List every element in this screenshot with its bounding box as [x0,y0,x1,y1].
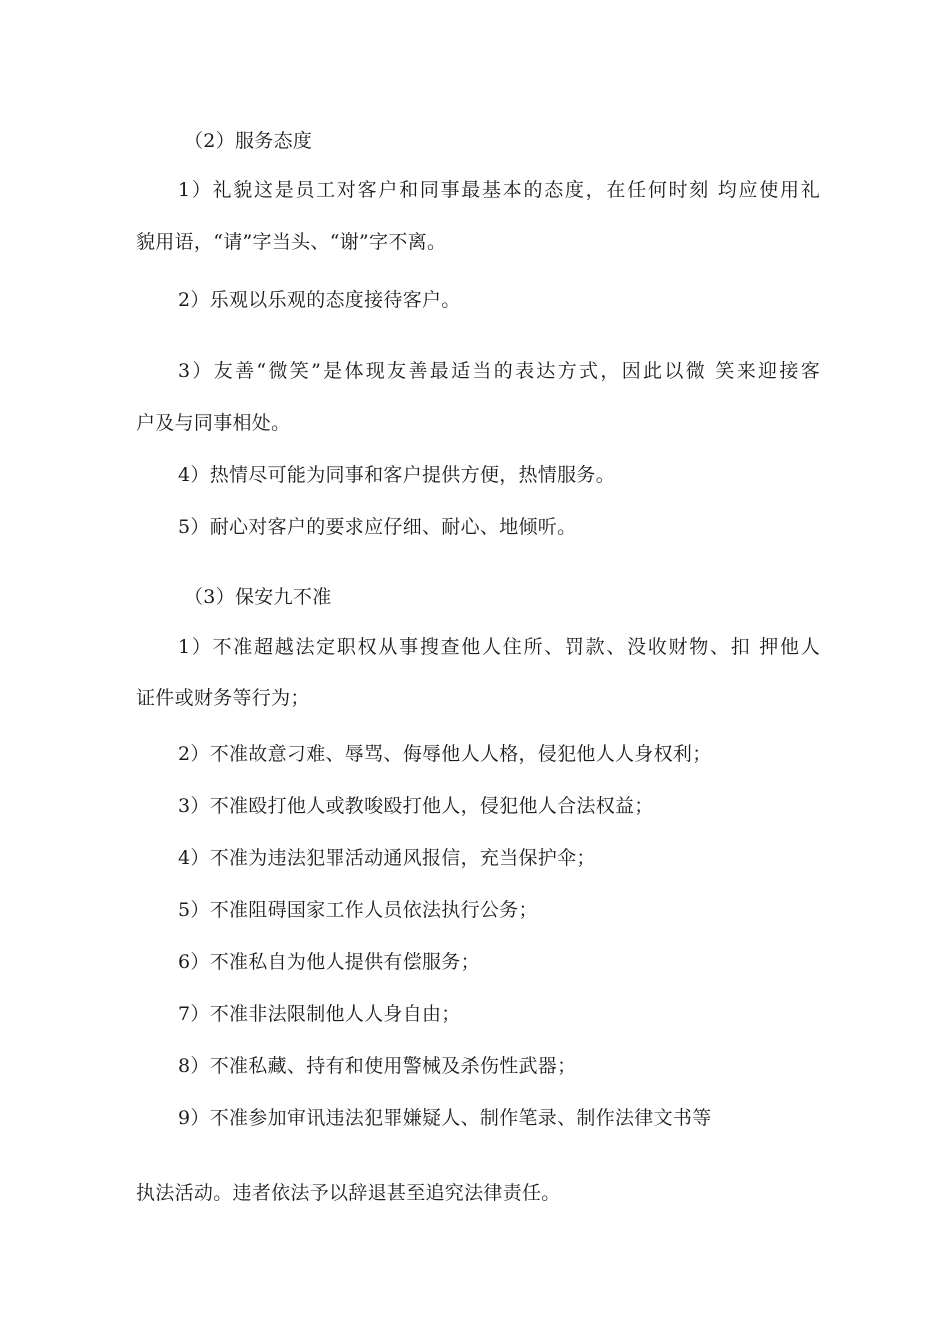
security-rule-7: 7）不准非法限制他人人身自由； [178,1003,461,1025]
service-item-3-line-1: 3）友善“微笑”是体现友善最适当的表达方式，因此以微 笑来迎接客 [178,360,820,382]
security-rule-4: 4）不准为违法犯罪活动通风报信，充当保护伞； [178,847,596,869]
service-item-2: 2）乐观以乐观的态度接待客户。 [178,289,461,311]
security-rule-3: 3）不准殴打他人或教唆殴打他人，侵犯他人合法权益； [178,795,654,817]
security-rule-9-line-2: 执法活动。违者依法予以辞退甚至追究法律责任。 [136,1182,561,1204]
security-rule-8: 8）不准私藏、持有和使用警械及杀伤性武器； [178,1055,577,1077]
security-rule-1-line-2: 证件或财务等行为； [136,687,310,709]
security-rule-5: 5）不准阻碍国家工作人员依法执行公务； [178,899,538,921]
security-rule-9-line-1: 9）不准参加审讯违法犯罪嫌疑人、制作笔录、制作法律文书等 [178,1107,712,1129]
service-item-3-line-2: 户及与同事相处。 [136,412,291,434]
section-heading-service-attitude: （2）服务态度 [184,130,313,152]
service-item-5: 5）耐心对客户的要求应仔细、耐心、地倾听。 [178,516,577,538]
service-item-1-line-2: 貌用语，“请”字当头、“谢”字不离。 [136,231,447,253]
security-rule-6: 6）不准私自为他人提供有偿服务； [178,951,480,973]
service-item-1-line-1: 1）礼貌这是员工对客户和同事最基本的态度，在任何时刻 均应使用礼 [178,179,820,201]
security-rule-2: 2）不准故意刁难、辱骂、侮辱他人人格，侵犯他人人身权利； [178,743,712,765]
section-heading-security-rules: （3）保安九不准 [184,586,332,608]
service-item-4: 4）热情尽可能为同事和客户提供方便，热情服务。 [178,464,615,486]
security-rule-1-line-1: 1）不准超越法定职权从事搜查他人住所、罚款、没收财物、扣 押他人 [178,636,820,658]
